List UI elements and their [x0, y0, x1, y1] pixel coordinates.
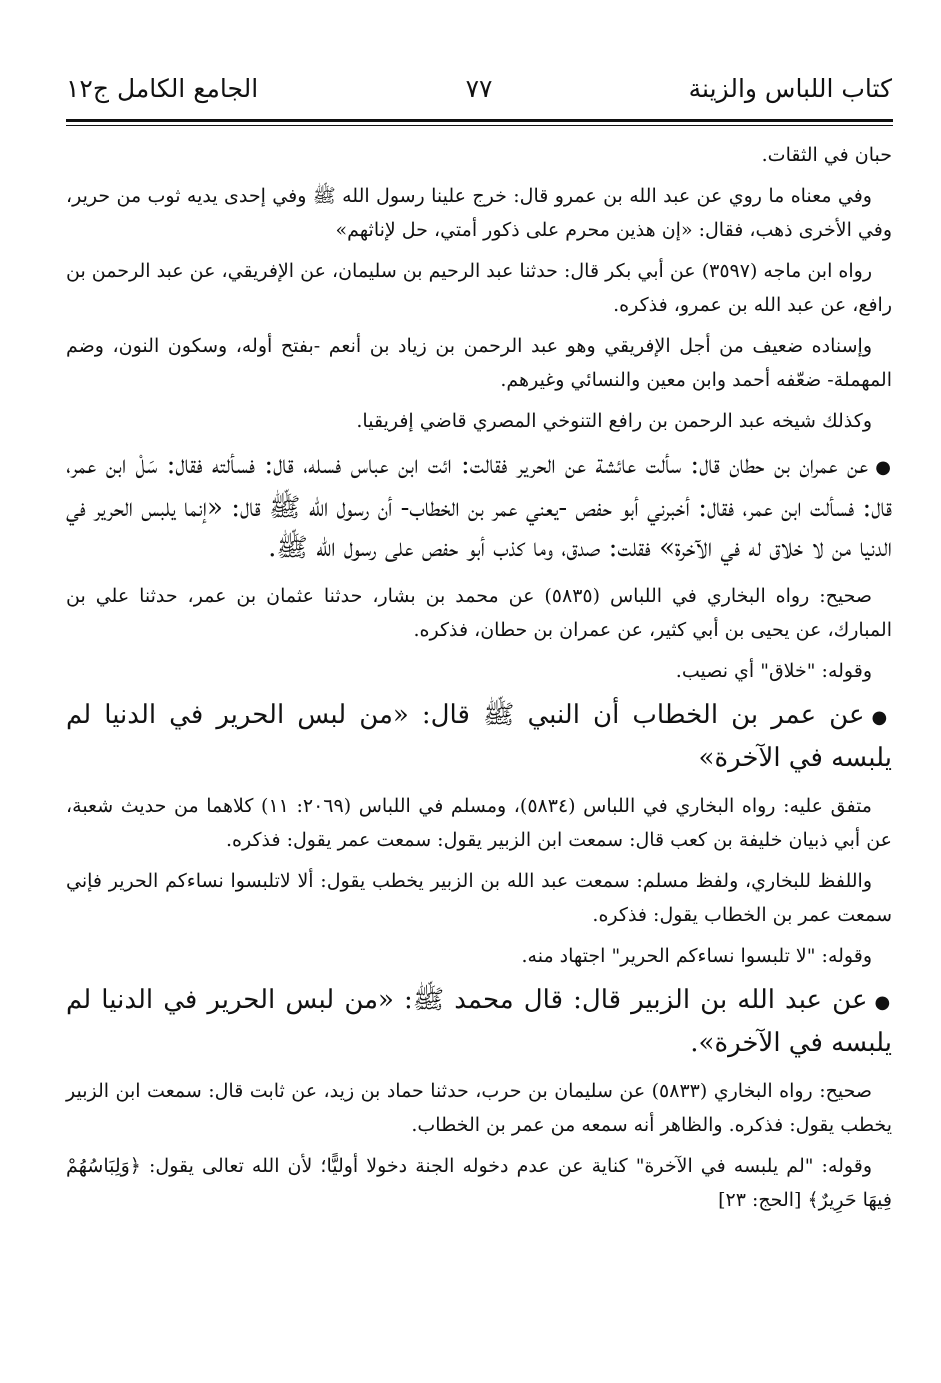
note-paragraph: صحيح: رواه البخاري في اللباس (٥٨٣٥) عن محمد بن بشار، حدثنا عثمان بن عمر، حدثنا علي بن المبارك، عن يحيى بن أبي كثير، عن عمران بن حطان، فذكره. — [66, 585, 892, 641]
book-title: كتاب اللباس والزينة — [688, 74, 892, 103]
note-paragraph: وقوله: "لا تلبسوا نساءكم الحرير" اجتهاد منه. — [521, 945, 872, 967]
hadith-text: عن عمر بن الخطاب أن النبي ﷺ قال: «من لبس الحرير في الدنيا لم يلبسه في الآخرة» — [66, 700, 892, 773]
hadith-text: عن عبد الله بن الزبير قال: قال محمد ﷺ: «من لبس الحرير في الدنيا لم يلبسه في الآخرة». — [66, 985, 892, 1058]
volume-title: الجامع الكامل ج١٢ — [66, 74, 259, 103]
note-paragraph: وكذلك شيخه عبد الرحمن بن رافع التنوخي المصري قاضي إفريقيا. — [356, 410, 872, 432]
running-header — [66, 72, 892, 112]
note-paragraph: حبان في الثقات. — [761, 144, 892, 166]
note-paragraph: متفق عليه: رواه البخاري في اللباس (٥٨٣٤)، ومسلم في اللباس (٢٠٦٩: ١١) كلاهما من حديث شعبة، عن أبي ذبيان خليفة بن كعب قال: سمعت ابن الزبير يقول: سمعت عمر يقول: فذكره. — [66, 795, 892, 851]
note-paragraph: وفي معناه ما روي عن عبد الله بن عمرو قال: خرج علينا رسول الله ﷺ وفي إحدى يديه ثوب من حرير، وفي الأخرى ذهب، فقال: «إن هذين محرم على ذكور أمتي، حل لإناثهم» — [66, 185, 892, 241]
note-paragraph: رواه ابن ماجه (٣٥٩٧) عن أبي بكر قال: حدثنا عبد الرحيم بن سليمان، عن الإفريقي، عن عبد الرحمن بن رافع، عن عبد الله بن عمرو، فذكره. — [66, 260, 892, 316]
bullet-icon: ● — [875, 457, 892, 478]
page-number: ٧٧ — [465, 74, 493, 103]
hadith-text: عن عمران بن حطان قال: سألت عائشة عن الحرير فقالت: ائت ابن عباس فسله، قال: فسألته فقال: سَلْ ابن عمر، قال: فسألت ابن عمر، فقال: أخبرني أبو حفص -يعني عمر بن الخطاب- أن رسول الله ﷺ قال: «إنما يلبس الحرير في الدنيا من لا خلاق له في الآخرة» فقلت: صدق، وما كذب أبو حفص على رسول الله ﷺ. — [66, 450, 892, 563]
hadith-paragraph — [66, 445, 892, 568]
hadith-paragraph — [66, 695, 892, 778]
bullet-icon: ● — [874, 992, 892, 1013]
header-rule-thin — [66, 125, 893, 126]
header-rule-thick — [66, 119, 893, 122]
hadith-paragraph — [66, 980, 892, 1063]
note-paragraph: وإسناده ضعيف من أجل الإفريقي وهو عبد الرحمن بن زياد بن أنعم -بفتح أوله، وسكون النون، وضم المهملة- ضعّفه أحمد وابن معين والنسائي وغيرهم. — [66, 335, 892, 391]
note-paragraph: وقوله: "لم يلبسه في الآخرة" كناية عن عدم دخوله الجنة دخولا أوليًّا؛ لأن الله تعالى يقول: ﴿وَلِبَاسُهُمْ فِيهَا حَرِيرٌ﴾ [الحج: ٢٣] — [66, 1155, 892, 1211]
bullet-icon: ● — [871, 707, 892, 728]
note-paragraph: واللفظ للبخاري، ولفظ مسلم: سمعت عبد الله بن الزبير يخطب يقول: ألا لاتلبسوا نساءكم الحرير فإني سمعت عمر بن الخطاب يقول: فذكره. — [66, 870, 892, 926]
note-paragraph: وقوله: "خلاق" أي نصيب. — [675, 660, 872, 682]
note-paragraph: صحيح: رواه البخاري (٥٨٣٣) عن سليمان بن حرب، حدثنا حماد بن زيد، عن ثابت قال: سمعت ابن الزبير يخطب يقول: فذكره. والظاهر أنه سمعه من عمر بن الخطاب. — [66, 1080, 892, 1136]
main-text — [66, 138, 892, 1224]
